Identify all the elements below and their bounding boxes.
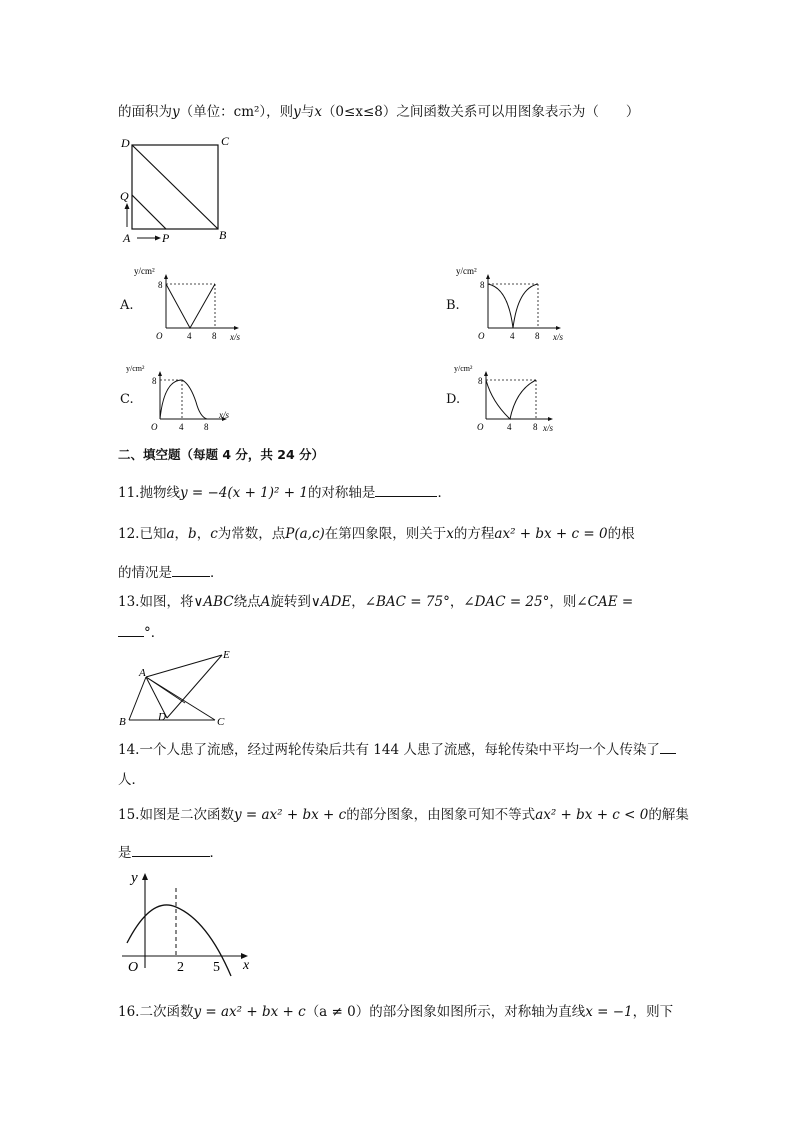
opt-a-x8: 8 <box>212 331 217 341</box>
q16-axis: x = −1 <box>585 1004 633 1020</box>
q13-triangle-ade: ∨ADE <box>310 594 352 610</box>
option-d-graph <box>454 362 570 437</box>
q15-text-4: 是 <box>118 845 132 861</box>
q12-text-5: 的根 <box>607 526 635 542</box>
opt-a-ylabel: y/cm² <box>134 266 155 276</box>
q14-text: 一个人患了流感，经过两轮传染后共有 144 人患了流感，每轮传染中平均一个人传染了 <box>139 742 660 758</box>
option-b-graph <box>456 264 572 344</box>
q13-line-2 <box>118 623 164 642</box>
q15-inequality: ax² + bx + c < 0 <box>535 807 649 823</box>
q12-text-4: 的方程 <box>453 526 495 542</box>
opt-a-ymark: 8 <box>158 280 163 290</box>
q12-comma-1: ， <box>174 526 189 542</box>
q13-angle-cae: ∠CAE = <box>576 594 634 610</box>
q13-label-c: C <box>217 716 225 728</box>
q13-label-a: A <box>139 667 146 679</box>
q12-point: P(a,c) <box>285 526 325 542</box>
opt-d-ylabel: y/cm² <box>454 364 473 373</box>
q15-y-axis-label: y <box>131 870 138 886</box>
q12-var-a: a <box>166 526 175 542</box>
q12-equation: ax² + bx + c = 0 <box>494 526 608 542</box>
q14-line-2 <box>118 771 145 789</box>
q10-range: （0≤x≤8）之间函数关系可以用图象表示为（ ） <box>321 104 640 120</box>
q15-end: ． <box>209 845 223 861</box>
q10-var-y2: y <box>293 104 301 120</box>
q13-text-3: 旋转到 <box>270 594 311 610</box>
q16-text-2: 的部分图象如图所示，对称轴为直线 <box>369 1004 586 1020</box>
q13-angle-dac: ∠DAC = 25° <box>463 594 550 610</box>
q12-line-1 <box>118 525 635 543</box>
opt-c-origin: O <box>151 422 158 432</box>
q13-text-1: 如图，将 <box>139 594 194 610</box>
q15-parabola-graph <box>115 868 260 978</box>
opt-d-x8: 8 <box>533 422 538 432</box>
q15-text-3: 的解集 <box>648 807 689 823</box>
q14-text-2: 人． <box>118 772 145 788</box>
option-c-letter[interactable]: C. <box>120 392 134 407</box>
q14-answer-blank[interactable] <box>660 740 676 754</box>
label-D: D <box>121 136 130 150</box>
opt-b-xlabel: x/s <box>553 332 563 342</box>
opt-b-ymark: 8 <box>480 280 485 290</box>
q15-line-2 <box>118 843 223 862</box>
opt-a-origin: O <box>156 331 163 341</box>
q10-mid: 与 <box>300 104 315 120</box>
q13-sep-1: ， <box>351 594 365 610</box>
opt-b-x4: 4 <box>510 331 515 341</box>
q15-formula: y = ax² + bx + c <box>233 807 347 823</box>
q15-x-axis-label: x <box>243 958 250 973</box>
option-a-letter[interactable]: A. <box>120 298 134 313</box>
q11-number: 11. <box>118 485 140 501</box>
q12-answer-blank[interactable] <box>172 563 210 577</box>
q13-triangle-abc: ∨ABC <box>193 594 234 610</box>
q12-var-b: b <box>188 526 197 542</box>
q10-text-line <box>118 103 639 121</box>
q12-text-3: 在第四象限，则关于 <box>324 526 447 542</box>
opt-d-x4: 4 <box>507 422 512 432</box>
opt-c-x4: 4 <box>179 422 184 432</box>
q16-condition: （a ≠ 0） <box>305 1004 370 1020</box>
option-c-graph <box>126 362 244 437</box>
label-C: C <box>221 134 230 148</box>
label-Q: Q <box>120 189 129 203</box>
q16-number: 16. <box>118 1004 140 1020</box>
opt-c-xlabel: x/s <box>219 410 229 420</box>
q13-figure <box>115 648 240 730</box>
q12-text-6: 的情况是 <box>118 565 172 581</box>
q15-line-1 <box>118 806 689 824</box>
q11-line: 11.抛物线y = −4(x + 1)² + 1的对称轴是 ． <box>118 485 451 501</box>
q12-text-2: 为常数，点 <box>217 526 286 542</box>
section-2-heading: 二、填空题（每题 4 分，共 24 分） <box>118 447 325 462</box>
q10-text-1: 的面积为 <box>118 104 172 120</box>
q16-text-3: ，则下 <box>632 1004 674 1020</box>
q10-square-figure <box>115 133 245 248</box>
q16-line-1 <box>118 1003 673 1021</box>
q15-tick-2: 2 <box>177 960 184 975</box>
opt-d-ymark: 8 <box>478 376 483 386</box>
label-P: P <box>162 231 170 245</box>
q13-sep-3: ，则 <box>549 594 577 610</box>
opt-a-xlabel: x/s <box>230 332 240 342</box>
q15-text-2: 的部分图象，由图象可知不等式 <box>346 807 536 823</box>
opt-c-ylabel: y/cm² <box>126 364 145 373</box>
q14-number: 14. <box>118 742 140 758</box>
q11-text-2: 的对称轴是 <box>307 485 376 501</box>
q13-line-1 <box>118 593 633 611</box>
option-b-letter[interactable]: B. <box>446 298 460 313</box>
q12-line-2: 的情况是 ． <box>118 565 224 581</box>
q14-line-1 <box>118 740 676 759</box>
opt-d-origin: O <box>477 422 484 432</box>
opt-d-xlabel: x/s <box>543 423 553 433</box>
q13-label-b: B <box>119 716 126 728</box>
q12-number: 12. <box>118 526 140 542</box>
option-a-graph <box>134 264 250 344</box>
opt-b-x8: 8 <box>535 331 540 341</box>
q12-text-1: 已知 <box>139 526 167 542</box>
q15-answer-blank[interactable] <box>132 843 210 857</box>
opt-b-ylabel: y/cm² <box>456 266 477 276</box>
q13-angle-bac: ∠BAC = 75° <box>364 594 450 610</box>
q13-point-a: A <box>260 594 271 610</box>
label-B: B <box>219 228 227 242</box>
option-d-letter[interactable]: D. <box>446 392 461 407</box>
q13-tail: °． <box>144 625 165 641</box>
q13-label-d: D <box>158 711 166 723</box>
q12-comma-2: ， <box>196 526 211 542</box>
q11-answer-blank[interactable] <box>375 483 437 497</box>
q15-number: 15. <box>118 807 140 823</box>
opt-a-x4: 4 <box>187 331 192 341</box>
q13-sep-2: ， <box>449 594 464 610</box>
q12-var-c: c <box>210 526 218 542</box>
q16-text-1: 二次函数 <box>139 1004 194 1020</box>
opt-c-ymark: 8 <box>152 376 157 386</box>
q15-text-1: 如图是二次函数 <box>139 807 234 823</box>
q10-unit: （单位：cm²），则 <box>179 104 294 120</box>
q10-var-y: y <box>172 104 180 120</box>
label-A: A <box>123 231 131 245</box>
q16-formula: y = ax² + bx + c <box>193 1004 306 1020</box>
q15-origin-label: O <box>128 960 139 975</box>
q11-text: 抛物线 <box>139 485 180 501</box>
q13-text-2: 绕点 <box>233 594 261 610</box>
q13-answer-blank[interactable] <box>118 623 144 637</box>
q10-var-x: x <box>314 104 322 120</box>
q12-var-x: x <box>446 526 454 542</box>
q13-label-e: E <box>223 649 230 661</box>
opt-b-origin: O <box>478 331 485 341</box>
q15-tick-5: 5 <box>213 960 220 975</box>
q11-formula: y = −4(x + 1)² + 1 <box>179 485 308 501</box>
opt-c-x8: 8 <box>204 422 209 432</box>
q13-number: 13. <box>118 594 140 610</box>
